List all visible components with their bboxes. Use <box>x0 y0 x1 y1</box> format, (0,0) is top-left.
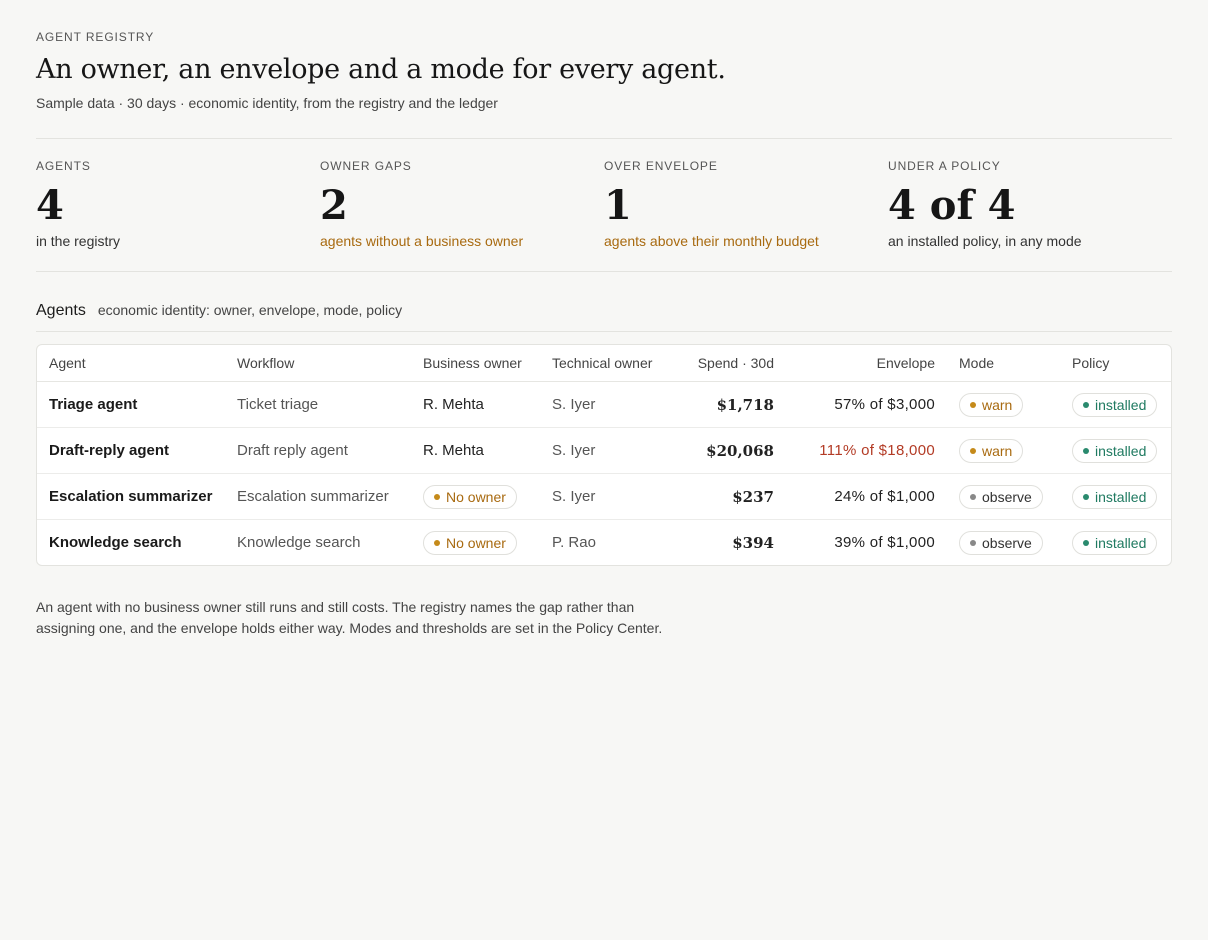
page-title: An owner, an envelope and a mode for every agent. <box>36 54 726 85</box>
technical-owner: S. Iyer <box>540 474 670 520</box>
column-header-business-owner[interactable]: Business owner <box>411 345 540 382</box>
page-eyebrow: AGENT REGISTRY <box>36 30 155 44</box>
spend-value: $1,718 <box>670 382 786 428</box>
stat-value: 2 <box>320 182 348 229</box>
table-row[interactable] <box>37 382 1172 428</box>
agents-table-container <box>36 344 1172 566</box>
envelope-value: 57% of $3,000 <box>786 382 947 428</box>
policy-badge <box>1072 485 1157 509</box>
policy-badge <box>1072 439 1157 463</box>
stat-over-envelope <box>604 139 888 271</box>
business-owner: No owner <box>446 534 506 551</box>
agent-name[interactable]: Knowledge search <box>49 534 182 551</box>
technical-owner: P. Rao <box>552 534 596 551</box>
status-dot-icon <box>1083 540 1089 546</box>
no-owner-badge <box>423 531 517 555</box>
column-header-spend[interactable]: Spend · 30d <box>670 345 786 382</box>
status-dot-icon <box>1083 448 1089 454</box>
no-owner-badge <box>423 485 517 509</box>
technical-owner: S. Iyer <box>540 428 670 474</box>
stat-owner-gaps <box>320 139 604 271</box>
policy-label: installed <box>1095 396 1147 413</box>
agents-section-title: Agents <box>36 302 86 319</box>
status-dot-icon <box>970 448 976 454</box>
stat-value: 4 <box>36 182 64 229</box>
agent-name[interactable]: Escalation summarizer <box>37 474 225 520</box>
workflow: Ticket triage <box>225 382 411 428</box>
column-header-mode[interactable]: Mode <box>947 345 1060 382</box>
policy-badge <box>1072 393 1157 417</box>
spend-value: $237 <box>670 474 786 520</box>
mode-label: observe <box>982 488 1032 505</box>
technical-owner: S. Iyer <box>540 382 670 428</box>
status-dot-icon <box>434 494 440 500</box>
stat-label: OWNER GAPS <box>320 159 412 173</box>
column-header-workflow[interactable]: Workflow <box>225 345 411 382</box>
status-dot-icon <box>1083 402 1089 408</box>
stat-label: AGENTS <box>36 159 91 173</box>
stat-agents <box>36 139 320 271</box>
mode-badge <box>959 439 1023 463</box>
column-header-agent[interactable]: Agent <box>37 345 225 382</box>
stat-caption: agents above their monthly budget <box>604 233 819 249</box>
footnote: An agent with no business owner still runs and still costs. The registry names the gap rather than assigning one, and the envelope holds either way. Modes and thresholds are set in the Policy Center. <box>36 599 663 636</box>
policy-label: installed <box>1095 442 1147 459</box>
table-row[interactable] <box>37 428 1172 474</box>
table-header-row <box>37 345 1172 382</box>
spend-value: $394 <box>732 533 774 552</box>
agent-name[interactable]: Draft-reply agent <box>37 428 225 474</box>
column-header-technical-owner[interactable]: Technical owner <box>540 345 670 382</box>
table-row[interactable] <box>37 474 1172 520</box>
mode-label: warn <box>982 442 1013 459</box>
spend-value: $20,068 <box>670 428 786 474</box>
policy-label: installed <box>1095 488 1147 505</box>
workflow: Escalation summarizer <box>225 474 411 520</box>
stats-row <box>36 138 1172 272</box>
envelope-value: 24% of $1,000 <box>786 474 947 520</box>
mode-badge <box>959 485 1043 509</box>
status-dot-icon <box>970 402 976 408</box>
business-owner: R. Mehta <box>411 382 540 428</box>
policy-badge <box>1072 531 1157 555</box>
page-subtitle: Sample data · 30 days · economic identity, from the registry and the ledger <box>36 95 498 111</box>
agents-section-header <box>36 272 1172 332</box>
mode-label: warn <box>982 396 1013 413</box>
status-dot-icon <box>1083 494 1089 500</box>
policy-label: installed <box>1095 534 1147 551</box>
table-row[interactable] <box>37 520 1172 566</box>
stat-caption: an installed policy, in any mode <box>888 233 1082 249</box>
agent-name[interactable]: Triage agent <box>37 382 225 428</box>
workflow: Draft reply agent <box>225 428 411 474</box>
stat-value: 1 <box>604 182 632 229</box>
stat-caption: agents without a business owner <box>320 233 524 249</box>
workflow: Knowledge search <box>237 534 361 551</box>
business-owner: R. Mehta <box>411 428 540 474</box>
status-dot-icon <box>434 540 440 546</box>
mode-label: observe <box>982 534 1032 551</box>
agents-table <box>37 345 1172 565</box>
agents-section-subtitle: economic identity: owner, envelope, mode, policy <box>97 302 403 318</box>
column-header-policy[interactable]: Policy <box>1060 345 1172 382</box>
stat-under-policy <box>888 139 1172 271</box>
mode-badge <box>959 531 1043 555</box>
stat-label: UNDER A POLICY <box>888 159 1001 173</box>
stat-value: 4 of 4 <box>888 182 1016 229</box>
status-dot-icon <box>970 494 976 500</box>
stat-label: OVER ENVELOPE <box>604 159 718 173</box>
column-header-envelope[interactable]: Envelope <box>786 345 947 382</box>
envelope-value: 39% of $1,000 <box>834 534 935 551</box>
stat-caption: in the registry <box>36 233 121 249</box>
mode-badge <box>959 393 1023 417</box>
envelope-value: 111% of $18,000 <box>786 428 947 474</box>
status-dot-icon <box>970 540 976 546</box>
business-owner: No owner <box>446 488 506 505</box>
